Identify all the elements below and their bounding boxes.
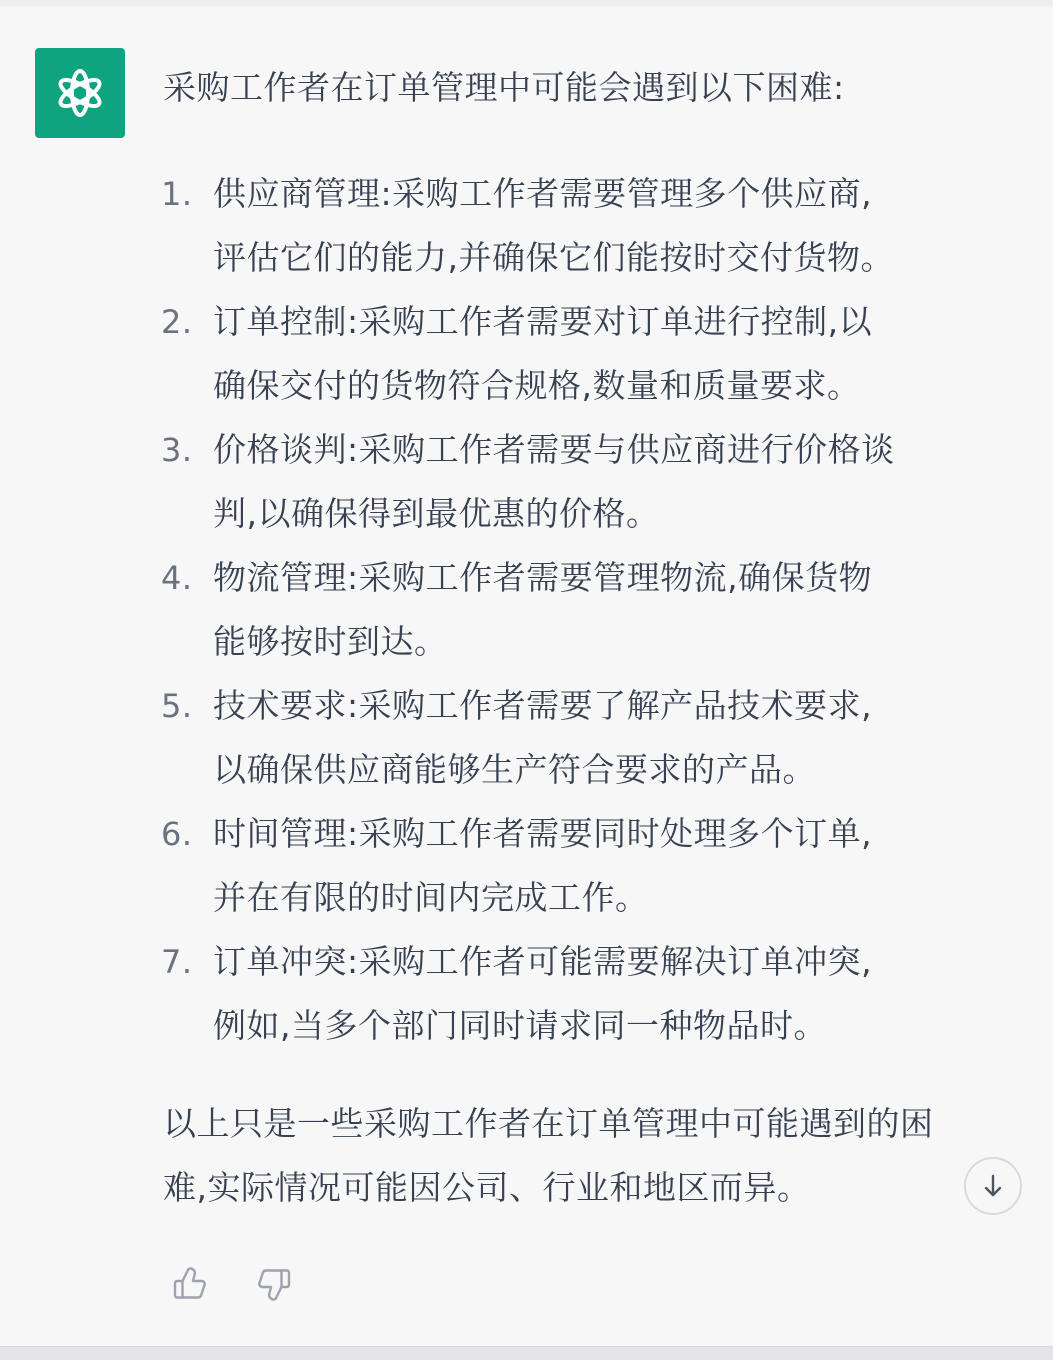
- list-item-line: 例如,当多个部门同时请求同一种物品时。: [213, 1006, 827, 1045]
- message-outro: [163, 1092, 1013, 1220]
- list-number: 1.: [161, 175, 193, 213]
- list-item-line: 判,以确保得到最优惠的价格。: [213, 494, 660, 533]
- thumbs-down-icon: [256, 1266, 292, 1302]
- list-item: [163, 802, 1013, 930]
- list-item: [163, 546, 1013, 674]
- list-item: [163, 418, 1013, 546]
- list-item: [163, 290, 1013, 418]
- list-item: [163, 674, 1013, 802]
- list-number: 3.: [161, 431, 193, 469]
- list-item-line: 并在有限的时间内完成工作。: [213, 878, 649, 917]
- like-button[interactable]: [170, 1264, 210, 1304]
- list-item-line: 价格谈判:采购工作者需要与供应商进行价格谈: [213, 430, 895, 469]
- list-number: 2.: [161, 303, 193, 341]
- dislike-button[interactable]: [254, 1264, 294, 1304]
- list-item-line: 物流管理:采购工作者需要管理物流,确保货物: [213, 558, 873, 597]
- arrow-down-icon: [979, 1172, 1007, 1200]
- scroll-to-bottom-button[interactable]: [964, 1157, 1022, 1215]
- list-item: [163, 930, 1013, 1058]
- assistant-avatar: [35, 48, 125, 138]
- list-item-line: 评估它们的能力,并确保它们能按时交付货物。: [213, 238, 894, 277]
- list-item-line: 时间管理:采购工作者需要同时处理多个订单,: [213, 814, 873, 853]
- list-item-line: 订单冲突:采购工作者可能需要解决订单冲突,: [213, 942, 873, 981]
- difficulty-list: [163, 162, 1013, 1058]
- list-number: 5.: [161, 687, 193, 725]
- outro-line: 难,实际情况可能因公司、行业和地区而异。: [163, 1168, 811, 1207]
- message-intro: 采购工作者在订单管理中可能会遇到以下困难:: [163, 68, 845, 107]
- list-item-line: 技术要求:采购工作者需要了解产品技术要求,: [213, 686, 873, 725]
- list-item-line: 确保交付的货物符合规格,数量和质量要求。: [213, 366, 861, 405]
- bottom-divider: [0, 1346, 1053, 1360]
- assistant-message: [163, 56, 1013, 1220]
- feedback-buttons: [170, 1264, 294, 1304]
- list-item-line: 能够按时到达。: [213, 622, 448, 661]
- list-item-line: 供应商管理:采购工作者需要管理多个供应商,: [213, 174, 873, 213]
- thumbs-up-icon: [172, 1266, 208, 1302]
- list-item-line: 订单控制:采购工作者需要对订单进行控制,以: [213, 302, 873, 341]
- list-item: [163, 162, 1013, 290]
- openai-logo-icon: [52, 65, 108, 121]
- list-number: 4.: [161, 559, 193, 597]
- list-item-line: 以确保供应商能够生产符合要求的产品。: [213, 750, 816, 789]
- list-number: 6.: [161, 815, 193, 853]
- outro-line: 以上只是一些采购工作者在订单管理中可能遇到的困: [163, 1104, 934, 1143]
- list-number: 7.: [161, 943, 193, 981]
